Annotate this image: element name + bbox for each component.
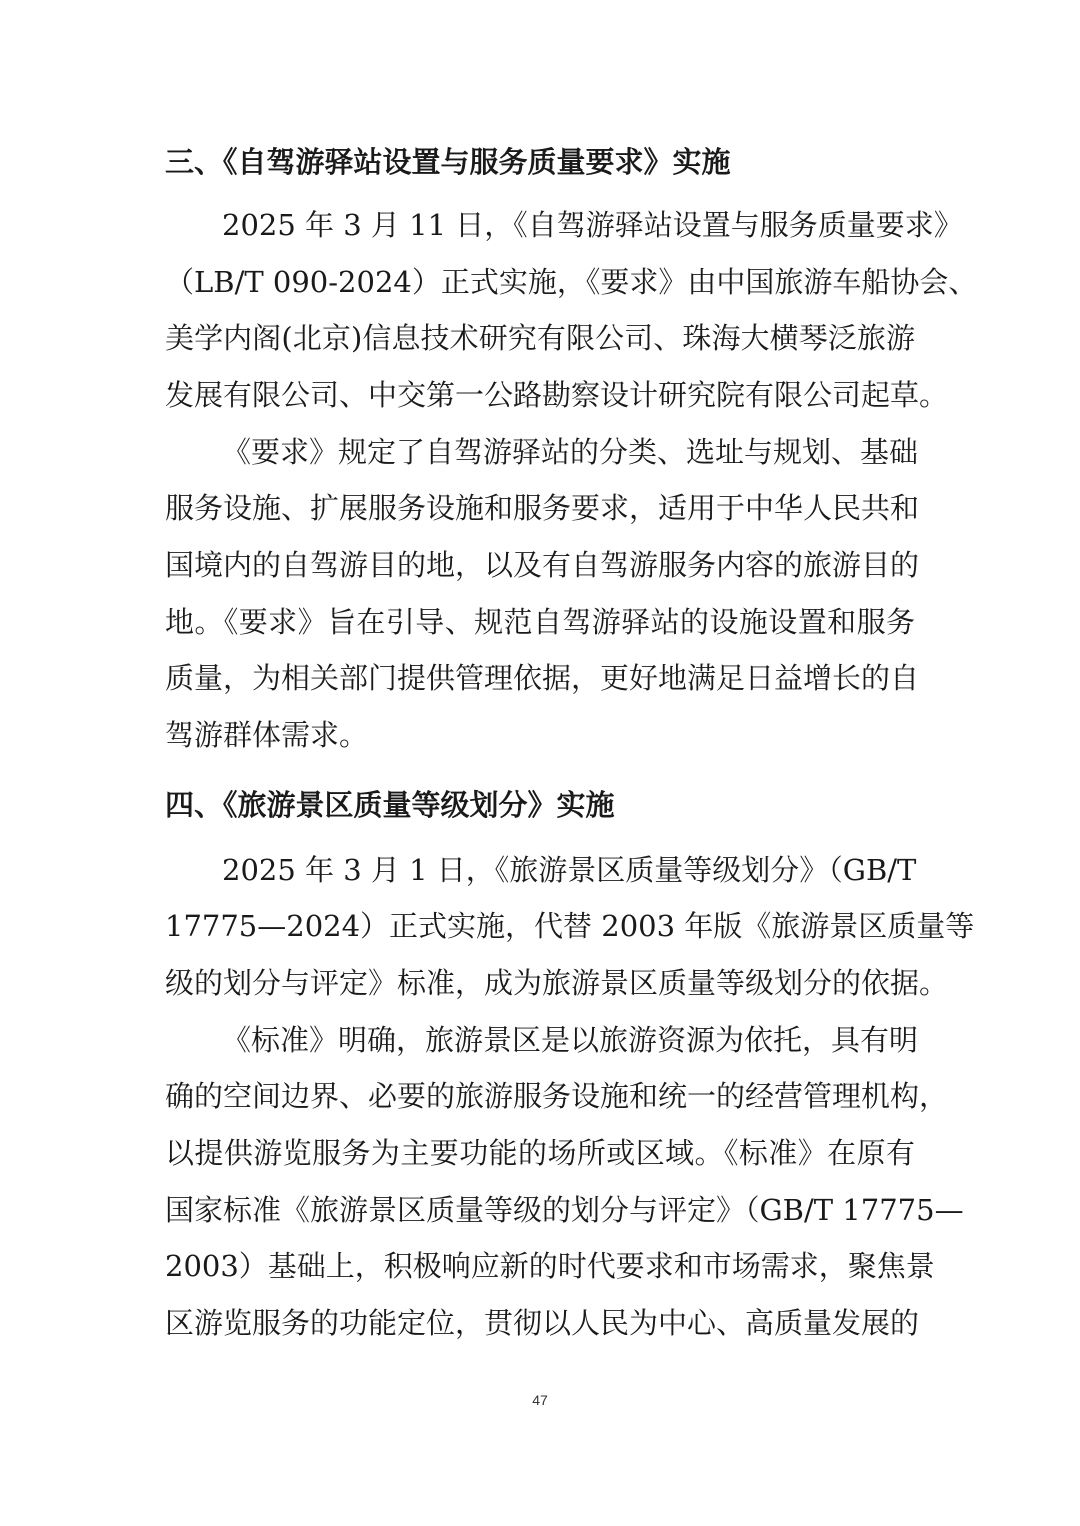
paragraph-line: 17775—2024）正式实施，代替 2003 年版《旅游景区质量等 [165,909,975,943]
paragraph-line: 驾游群体需求。 [165,718,369,752]
section-3-heading: 三、《自驾游驿站设置与服务质量要求》实施 [165,145,731,179]
paragraph-line: 《要求》规定了自驾游驿站的分类、选址与规划、基础 [222,435,919,469]
paragraph-line: 国家标准《旅游景区质量等级的划分与评定》（GB/T 17775— [165,1193,964,1227]
paragraph-line: 发展有限公司、中交第一公路勘察设计研究院有限公司起草。 [165,378,949,412]
page-number: 47 [532,1392,548,1408]
paragraph-line: 服务设施、扩展服务设施和服务要求，适用于中华人民共和 [165,491,920,525]
paragraph-line: 质量，为相关部门提供管理依据，更好地满足日益增长的自 [165,661,920,695]
paragraph-line: 《标准》明确，旅游景区是以旅游资源为依托，具有明 [222,1023,919,1057]
paragraph-line: 美学内阁(北京)信息技术研究有限公司、珠海大横琴泛旅游 [165,321,915,355]
section-4-heading: 四、《旅游景区质量等级划分》实施 [165,788,615,822]
paragraph-line: 2025 年 3 月 11 日，《自驾游驿站设置与服务质量要求》 [222,208,963,242]
paragraph-line: 区游览服务的功能定位，贯彻以人民为中心、高质量发展的 [165,1306,920,1340]
paragraph-line: （LB/T 090-2024）正式实施，《要求》由中国旅游车船协会、 [165,265,978,299]
paragraph-line: 以提供游览服务为主要功能的场所或区域。《标准》在原有 [165,1136,915,1170]
paragraph-line: 级的划分与评定》标准，成为旅游景区质量等级划分的依据。 [165,966,949,1000]
paragraph-line: 确的空间边界、必要的旅游服务设施和统一的经营管理机构， [165,1079,949,1113]
paragraph-line: 2003）基础上，积极响应新的时代要求和市场需求，聚焦景 [165,1249,935,1283]
paragraph-line: 2025 年 3 月 1 日，《旅游景区质量等级划分》（GB/T [222,853,917,887]
paragraph-line: 国境内的自驾游目的地，以及有自驾游服务内容的旅游目的 [165,548,920,582]
paragraph-line: 地。《要求》旨在引导、规范自驾游驿站的设施设置和服务 [165,605,915,639]
